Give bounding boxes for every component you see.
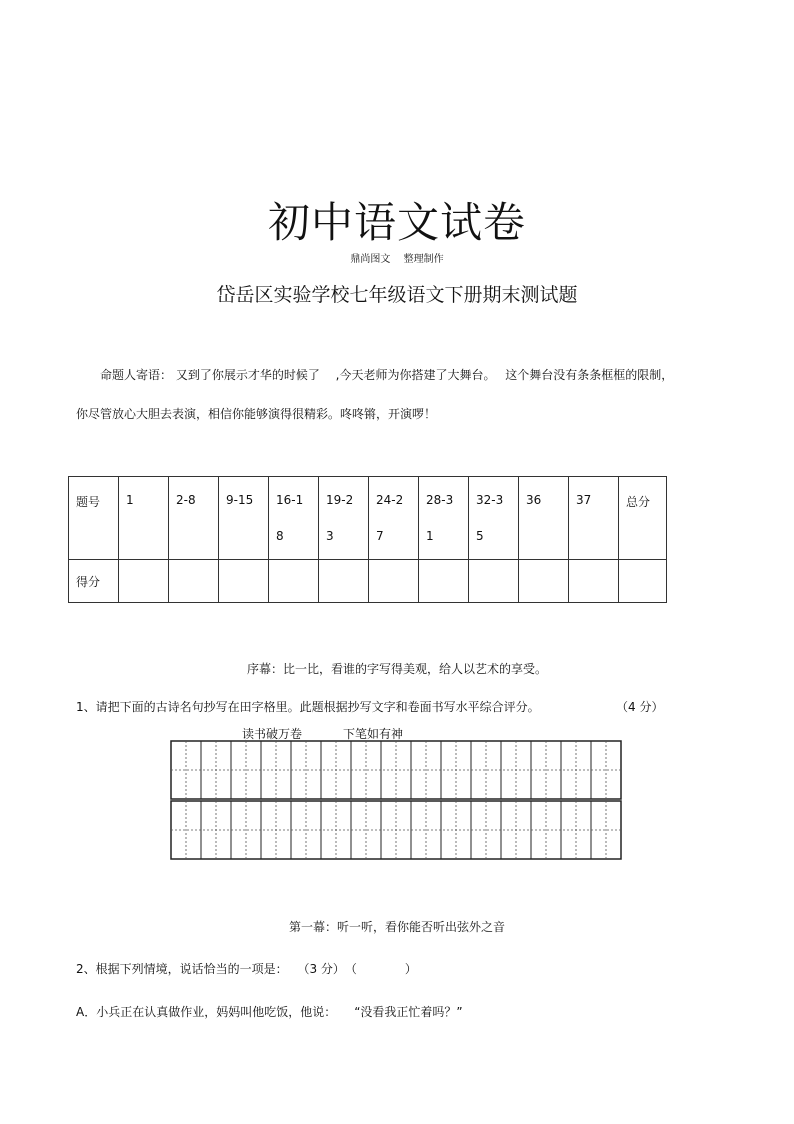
score-table-score-row — [69, 560, 667, 603]
score-table-cell: 37 — [569, 477, 619, 560]
score-input-cell — [469, 560, 519, 603]
copy-text-1: 读书破万卷 — [242, 727, 303, 741]
question-2: 2、根据下列情境，说话恰当的一项是： （3 分） （ ） — [76, 962, 417, 976]
score-input-cell — [569, 560, 619, 603]
score-table-cell: 24-2 7 — [369, 477, 419, 560]
score-table-cell: 36 — [519, 477, 569, 560]
score-input-cell — [119, 560, 169, 603]
score-input-cell — [319, 560, 369, 603]
score-table-cell: 1 — [119, 477, 169, 560]
score-table-cell: 2-8 — [169, 477, 219, 560]
question-1: 1、请把下面的古诗名句抄写在田字格里。此题根据抄写文字和卷面书写水平综合评分。 — [76, 700, 540, 714]
tianzige-grid — [170, 740, 624, 860]
paper-title: 初中语文试卷 — [267, 198, 526, 247]
exam-heading: 岱岳区实验学校七年级语文下册期末测试题 — [216, 284, 578, 306]
score-input-cell — [369, 560, 419, 603]
score-input-cell — [269, 560, 319, 603]
question-2-option-a: A．小兵正在认真做作业，妈妈叫他吃饭，他说： “没看我正忙着吗？” — [76, 1005, 463, 1019]
score-table-cell: 9-15 — [219, 477, 269, 560]
score-table-header-row — [69, 477, 667, 560]
score-input-cell — [219, 560, 269, 603]
score-table-cell: 28-3 1 — [419, 477, 469, 560]
score-table-cell: 题号 — [69, 477, 119, 560]
score-table-cell: 16-1 8 — [269, 477, 319, 560]
question-1-score: （4 分） — [616, 700, 664, 714]
score-table-cell: 32-3 5 — [469, 477, 519, 560]
paper-subtitle: 鼎尚图文 整理制作 — [350, 254, 444, 265]
copy-text-2: 下笔如有神 — [343, 727, 404, 741]
score-table — [68, 476, 667, 603]
score-input-cell — [519, 560, 569, 603]
score-table-cell: 总分 — [619, 477, 667, 560]
score-input-cell — [619, 560, 667, 603]
intro-line-2: 你尽管放心大胆去表演，相信你能够演得很精彩。咚咚锵，开演啰！ — [76, 407, 437, 421]
prologue-heading: 序幕：比一比，看谁的字写得美观，给人以艺术的享受。 — [246, 662, 547, 676]
score-input-cell — [169, 560, 219, 603]
score-table-cell: 19-2 3 — [319, 477, 369, 560]
score-input-cell — [419, 560, 469, 603]
score-row-label: 得分 — [69, 560, 119, 603]
act-1-heading: 第一幕：听一听，看你能否听出弦外之音 — [288, 920, 505, 934]
intro-line-1: 命题人寄语： 又到了你展示才华的时候了 ,今天老师为你搭建了大舞台。 这个舞台没有条条框框的限制， — [100, 368, 674, 382]
